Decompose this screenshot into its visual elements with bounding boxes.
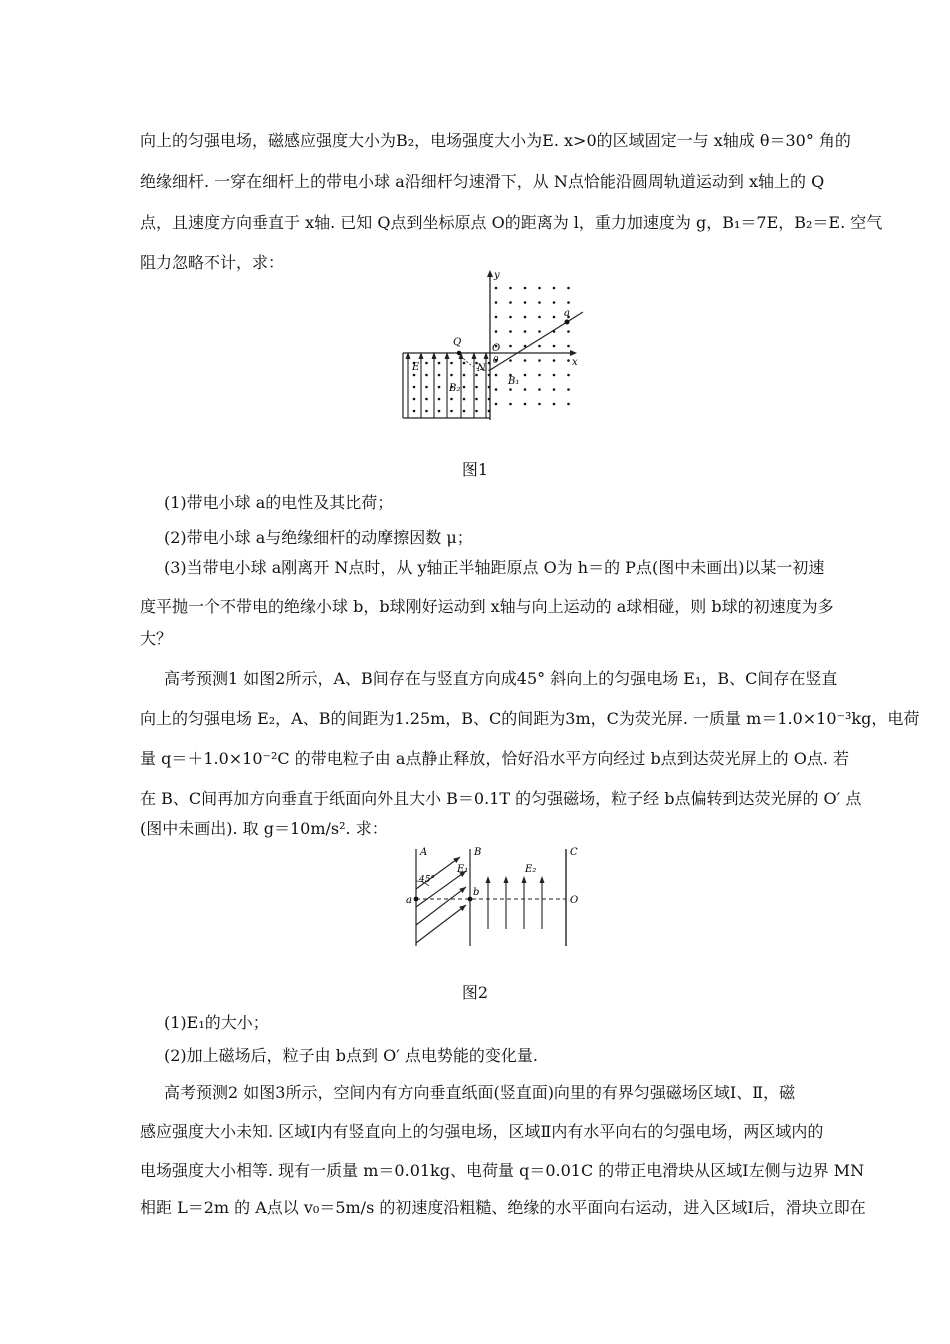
fig1-dot	[495, 301, 498, 304]
fig2-arrow-head	[540, 876, 545, 883]
fig1-ball-a	[565, 320, 570, 325]
figure-1-caption: 图1	[461, 460, 489, 479]
fig1-dot	[475, 398, 478, 401]
fig1-dot	[495, 388, 498, 391]
fig1-dot	[538, 388, 541, 391]
fig1-dot	[475, 386, 478, 389]
fig1-dot	[538, 359, 541, 362]
fig1-dot	[524, 388, 527, 391]
text-line: 大？	[140, 629, 173, 648]
fig1-label-n: N	[477, 363, 486, 374]
fig2-label-a-plate: A	[420, 847, 428, 858]
fig1-dot	[488, 398, 491, 401]
fig1-dot	[524, 359, 527, 362]
text-line: 向上的匀强电场 E₂，A、B的间距为1.25m，B、C的间距为3m，C为荧光屏. 一质量 m＝1.0×10⁻³kg，电荷	[140, 709, 920, 728]
fig1-dot	[438, 386, 441, 389]
fig1-dot	[567, 345, 570, 348]
fig1-dot	[495, 374, 498, 377]
text-line: 感应强度大小未知. 区域Ⅰ内有竖直向上的匀强电场，区域Ⅱ内有水平向右的匀强电场，两区域内的	[140, 1122, 824, 1141]
fig1-dot	[567, 374, 570, 377]
fig2-point-b	[468, 897, 473, 902]
fig1-dot	[509, 403, 512, 406]
fig1-dot	[524, 301, 527, 304]
question-line: (2)加上磁场后，粒子由 b点到 O′ 点电势能的变化量.	[164, 1046, 539, 1065]
text-line: 高考预测1 如图2所示，A、B间存在与竖直方向成45° 斜向上的匀强电场 E₁，B、C间存在竖直	[164, 669, 838, 688]
fig1-dot	[425, 398, 428, 401]
fig1-dot	[413, 410, 416, 413]
fig1-dot	[450, 374, 453, 377]
fig2-arrow-head	[504, 876, 509, 883]
fig1-dot	[413, 386, 416, 389]
figure-2	[400, 843, 600, 948]
figure-2-caption: 图2	[461, 983, 489, 1002]
fig1-dot	[509, 301, 512, 304]
fig1-dot	[438, 362, 441, 365]
fig1-dot	[438, 410, 441, 413]
fig1-dot	[538, 403, 541, 406]
fig1-dot	[538, 374, 541, 377]
fig1-dot	[553, 374, 556, 377]
question-line: (2)带电小球 a与绝缘细杆的动摩擦因数 μ；	[164, 528, 473, 547]
fig2-label-e2: E₂	[525, 864, 537, 875]
text-line: 量 q＝＋1.0×10⁻²C 的带电粒子由 a点静止释放，恰好沿水平方向经过 b点到达荧光屏上的 O点. 若	[140, 749, 850, 768]
fig1-dot	[438, 398, 441, 401]
fig1-dot	[538, 330, 541, 333]
fig1-dot	[538, 301, 541, 304]
fig1-dot	[509, 316, 512, 319]
question-line: (1)E₁的大小；	[164, 1013, 269, 1032]
text-line: 绝缘细杆. 一穿在细杆上的带电小球 a沿细杆匀速滑下，从 N点恰能沿圆周轨道运动到 x轴上的 Q	[140, 172, 825, 191]
text-line: 高考预测2 如图3所示，空间内有方向垂直纸面(竖直面)向里的有界匀强磁场区域Ⅰ、Ⅱ，磁	[164, 1083, 796, 1102]
fig1-label-y: y	[494, 270, 500, 281]
fig2-label-c-plate: C	[570, 847, 578, 858]
fig1-dot	[538, 316, 541, 319]
fig1-dot	[495, 287, 498, 290]
fig1-dot	[488, 410, 491, 413]
question-line: (3)当带电小球 a刚离开 N点时，从 y轴正半轴距原点 O为 h＝的 P点(图中未画出)以某一初速	[164, 558, 825, 577]
fig1-dot	[488, 386, 491, 389]
fig2-arrow-head	[522, 876, 527, 883]
fig1-dot	[553, 345, 556, 348]
fig1-dot	[553, 287, 556, 290]
fig1-dot	[553, 316, 556, 319]
fig1-dot	[567, 301, 570, 304]
fig1-label-x: x	[572, 357, 578, 368]
fig1-dot	[567, 287, 570, 290]
figure-1	[395, 268, 590, 428]
fig1-dot	[509, 359, 512, 362]
fig1-dot	[463, 398, 466, 401]
fig1-dot	[425, 374, 428, 377]
fig1-dot	[509, 388, 512, 391]
fig2-label-angle: 45°	[419, 875, 435, 885]
fig1-dot	[425, 386, 428, 389]
fig1-dot	[553, 388, 556, 391]
fig1-dot	[413, 398, 416, 401]
fig2-e1-arrow	[416, 905, 466, 943]
fig1-dot	[524, 316, 527, 319]
fig1-dots-right	[495, 287, 570, 406]
fig1-dot	[524, 330, 527, 333]
fig1-dot	[524, 403, 527, 406]
fig1-dot	[567, 403, 570, 406]
text-line: 向上的匀强电场，磁感应强度大小为B₂，电场强度大小为E. x>0的区域固定一与 x轴成 θ＝30° 角的	[140, 131, 851, 150]
fig1-dot	[538, 345, 541, 348]
fig1-dot	[488, 374, 491, 377]
fig1-point-q	[457, 351, 462, 356]
text-line: 在 B、C间再加方向垂直于纸面向外且大小 B＝0.1T 的匀强磁场，粒子经 b点偏转到达荧光屏的 O′ 点	[140, 789, 862, 808]
text-line: 相距 L＝2m 的 A点以 v₀＝5m/s 的初速度沿粗糙、绝缘的水平面向右运动，进入区域Ⅰ后，滑块立即在	[140, 1198, 866, 1217]
fig2-label-e1: E₁	[457, 864, 469, 875]
fig1-dot	[495, 330, 498, 333]
fig1-label-o: O	[492, 343, 501, 354]
fig2-e1-arrow	[416, 887, 466, 925]
fig1-dot	[524, 287, 527, 290]
fig1-label-e: E	[412, 362, 420, 373]
fig1-label-theta: θ	[493, 356, 499, 366]
fig1-dot	[425, 362, 428, 365]
fig1-label-b2: B₂	[449, 383, 461, 394]
fig1-label-q: Q	[453, 337, 462, 348]
fig1-dot	[553, 301, 556, 304]
fig1-dot	[450, 410, 453, 413]
fig1-dot	[567, 359, 570, 362]
fig1-dot	[463, 374, 466, 377]
fig1-dot	[553, 359, 556, 362]
fig1-dot	[475, 374, 478, 377]
fig1-label-b1: B₁	[508, 376, 520, 387]
fig1-dot	[413, 374, 416, 377]
fig2-label-o: O	[570, 895, 579, 906]
fig1-dot	[509, 287, 512, 290]
fig1-dot	[567, 388, 570, 391]
text-line: 阻力忽略不计，求：	[140, 253, 285, 272]
fig2-label-b-plate: B	[474, 847, 482, 858]
fig1-dot	[509, 330, 512, 333]
fig1-dot	[567, 330, 570, 333]
fig1-dot	[475, 410, 478, 413]
text-line: 电场强度大小相等. 现有一质量 m＝0.01kg、电荷量 q＝0.01C 的带正电滑块从区域Ⅰ左侧与边界 MN	[140, 1161, 865, 1180]
fig2-label-a: a	[406, 895, 412, 906]
fig1-dot	[463, 410, 466, 413]
fig1-dot	[450, 398, 453, 401]
fig1-dot	[509, 345, 512, 348]
fig1-label-a: a	[564, 308, 570, 319]
fig1-dot	[425, 410, 428, 413]
text-line: 点，且速度方向垂直于 x轴. 已知 Q点到坐标原点 O的距离为 l，重力加速度为 g，B₁＝7E，B₂＝E. 空气	[140, 213, 883, 232]
fig2-arrow-head	[453, 857, 460, 863]
question-line: (1)带电小球 a的电性及其比荷；	[164, 493, 394, 512]
fig2-label-b: b	[473, 887, 480, 898]
fig2-e2-arrows	[486, 876, 545, 929]
fig1-dot	[495, 403, 498, 406]
fig2-point-a	[414, 897, 419, 902]
fig1-dot	[463, 386, 466, 389]
fig1-dot	[553, 403, 556, 406]
fig1-dot	[450, 362, 453, 365]
fig2-arrow-head	[459, 905, 466, 911]
text-line: 度平抛一个不带电的绝缘小球 b，b球刚好运动到 x轴与向上运动的 a球相碰，则 b球的初速度为多	[140, 597, 834, 616]
text-line: (图中未画出). 取 g＝10m/s². 求：	[140, 819, 388, 838]
fig2-arrow-head	[459, 887, 466, 893]
fig1-dot	[438, 374, 441, 377]
fig1-dot	[463, 362, 466, 365]
fig2-arrow-head	[486, 876, 491, 883]
fig1-dot	[495, 316, 498, 319]
fig1-dot	[524, 374, 527, 377]
fig1-dot	[488, 362, 491, 365]
fig1-dot	[538, 287, 541, 290]
